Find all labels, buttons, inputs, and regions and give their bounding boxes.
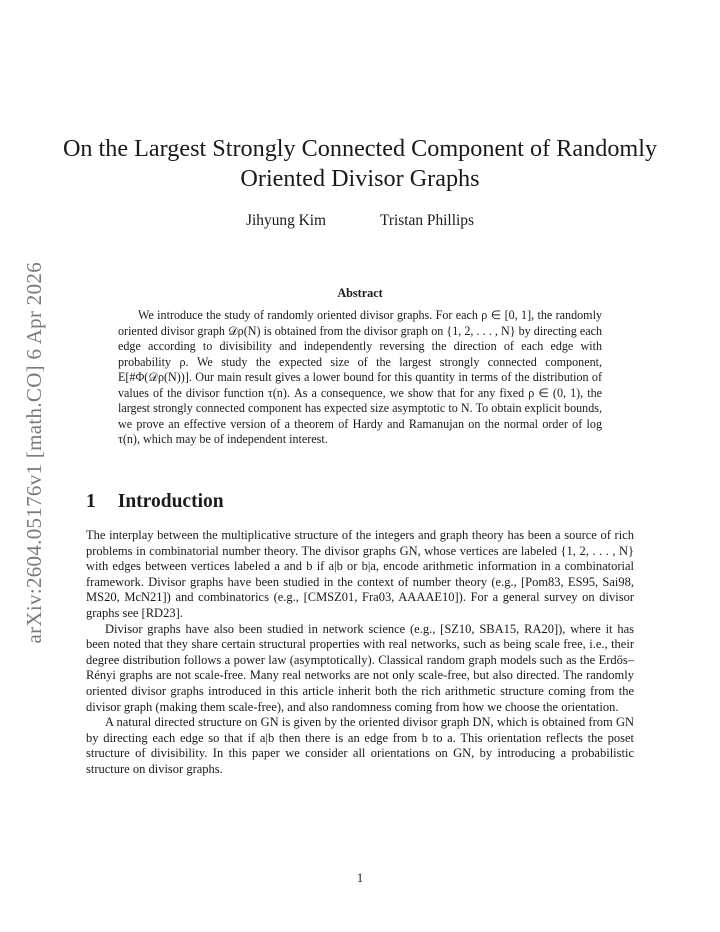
author-name: Tristan Phillips <box>380 212 474 229</box>
section-title: Introduction <box>117 491 224 512</box>
arxiv-identifier: arXiv:2604.05176v1 [math.CO] 6 Apr 2026 <box>21 262 46 644</box>
body-paragraph: Divisor graphs have also been studied in network science (e.g., [SZ10, SBA15, RA20]), where it has been noted that they share certain structural properties with real networks, such as being scale free, i.e., their degree distribution follows a power law (asymptotically). Classical random graph models such as the Erdős–Rényi graphs are not scale-free. Many real networks are not only scale-free, but also directed. The randomly oriented divisor graphs introduced in this article inherit both the rich arithmetic structure coming from the divisor graph (making them scale-free), and also randomness coming from how we choose the orientation. <box>86 621 634 714</box>
paper-title: On the Largest Strongly Connected Component of Randomly Oriented Divisor Graphs <box>62 135 658 192</box>
section-heading <box>86 491 224 513</box>
body-paragraph: A natural directed structure on GN is given by the oriented divisor graph DN, which is obtained from GN by directing each edge so that if a|b then there is an edge from b to a. This orientation reflects the poset structure of divisibility. In this paper we consider all orientations on GN, by introducing a probabilistic structure on divisor graphs. <box>86 715 634 776</box>
author-list <box>0 212 720 230</box>
arxiv-identifier-sidebar <box>22 251 46 655</box>
abstract-text: We introduce the study of randomly oriented divisor graphs. For each ρ ∈ [0, 1], the randomly oriented divisor graph 𝒟ρ(N) is obtained from the divisor graph on {1, 2, . . . , N} by directing each edge according to divisibility and independently reversing the direction of each edge with probability ρ. We study the expected size of the largest strongly connected component, E[#Φ(𝒟ρ(N))]. Our main result gives a lower bound for this quantity in terms of the distribution of values of the divisor function τ(n). As a consequence, we show that for any fixed ρ ∈ (0, 1), the largest strongly connected component has expected size asymptotic to N. To obtain explicit bounds, we prove an effective version of a theorem of Hardy and Ramanujan on the normal order of log τ(n), which may be of independent interest. <box>118 308 602 446</box>
abstract-heading: Abstract <box>337 286 383 300</box>
author-name: Jihyung Kim <box>246 212 326 229</box>
section-number: 1 <box>86 491 96 512</box>
page-number: 1 <box>356 871 364 885</box>
body-paragraph: The interplay between the multiplicative structure of the integers and graph theory has been a source of rich problems in combinatorial number theory. The divisor graphs GN, whose vertices are labeled {1, 2, . . . , N} with edges between vertices labeled a and b if a|b or b|a, encode arithmetic information in a combinatorial framework. Divisor graphs have been studied in the context of number theory (e.g., [Pom83, ES95, Sai98, MS20, McN21]) and combinatorics (e.g., [CMSZ01, Fra03, AAAAE10]). For a general survey on divisor graphs see [RD23]. <box>86 528 634 620</box>
section-body <box>86 528 634 778</box>
